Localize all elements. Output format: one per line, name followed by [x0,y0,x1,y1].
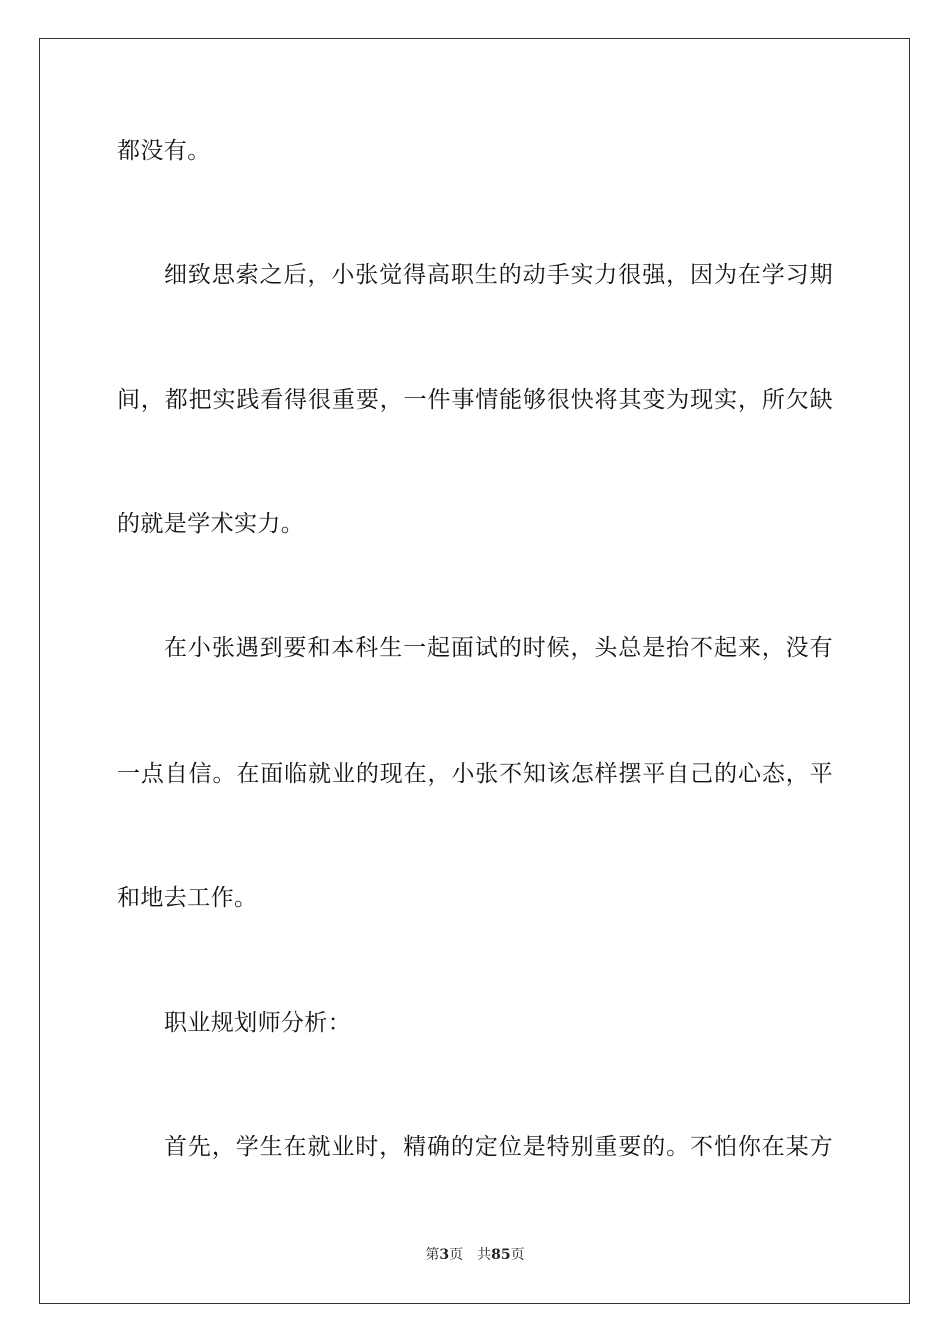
total-suffix: 页 [510,1247,525,1263]
page-footer [0,1246,950,1264]
total-pages: 85 [491,1247,511,1263]
text-line-6: 一点自信。在面临就业的现在，小张不知该怎样摆平自己的心态，平 [117,761,833,787]
page-prefix: 第 [425,1247,440,1263]
text-line-9: 首先，学生在就业时，精确的定位是特别重要的。不怕你在某方 [164,1134,833,1160]
page-border [39,38,910,1304]
text-line-2: 细致思索之后，小张觉得高职生的动手实力很强，因为在学习期 [164,262,833,288]
text-line-1: 都没有。 [117,138,211,164]
total-prefix: 共 [477,1247,492,1263]
text-line-7: 和地去工作。 [117,885,258,911]
text-line-5: 在小张遇到要和本科生一起面试的时候，头总是抬不起来，没有 [164,635,833,661]
page-number: 3 [439,1247,450,1263]
page-suffix: 页 [449,1247,464,1263]
text-line-3: 间，都把实践看得很重要，一件事情能够很快将其变为现实，所欠缺 [117,387,833,413]
text-line-4: 的就是学术实力。 [117,511,305,537]
text-line-8: 职业规划师分析： [164,1010,352,1036]
